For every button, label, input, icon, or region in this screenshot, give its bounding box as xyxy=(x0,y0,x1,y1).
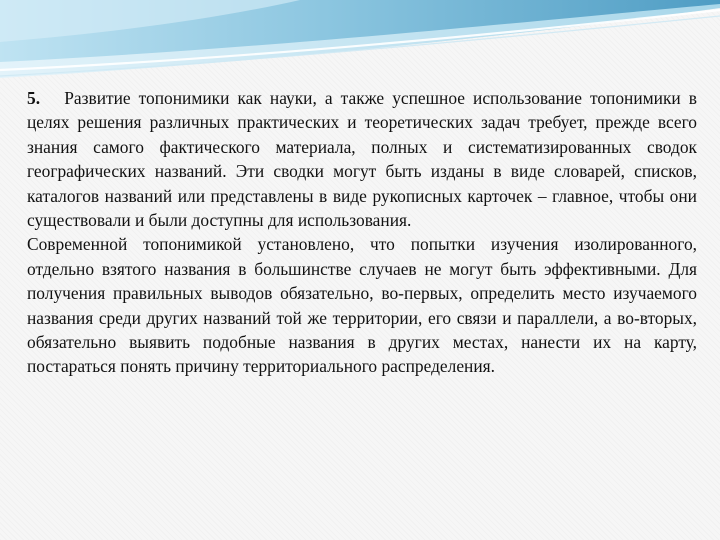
paragraph-2: Современной топонимикой установлено, что попытки изучения изолированного, отдельно взятого названия в большинстве случаев не могут быть эффективными. Для получения правильных выводов обязательно, во-первых, определить место изучаемого названия среди других названий той же территории, его связи и параллели, а во-вторых, обязательно выявить подобные названия в других местах, нанести их на карту, постараться понять причину территориального распределения. xyxy=(27,234,697,377)
text-content xyxy=(27,86,697,379)
item-number: 5. xyxy=(27,88,41,108)
header-wave-decoration xyxy=(0,0,720,90)
paragraph-1-text: Развитие топонимики как науки, а также успешное использование топонимики в целях решения различных практических и теоретических задач требует, прежде всего знания самого фактического материала, полных и систематизированных сводок географических названий. Эти сводки могут быть изданы в виде словарей, списков, каталогов названий или представлены в виде рукописных карточек – главное, чтобы они существовали и были доступны для использования. xyxy=(27,88,697,231)
paragraph-1 xyxy=(27,86,697,232)
